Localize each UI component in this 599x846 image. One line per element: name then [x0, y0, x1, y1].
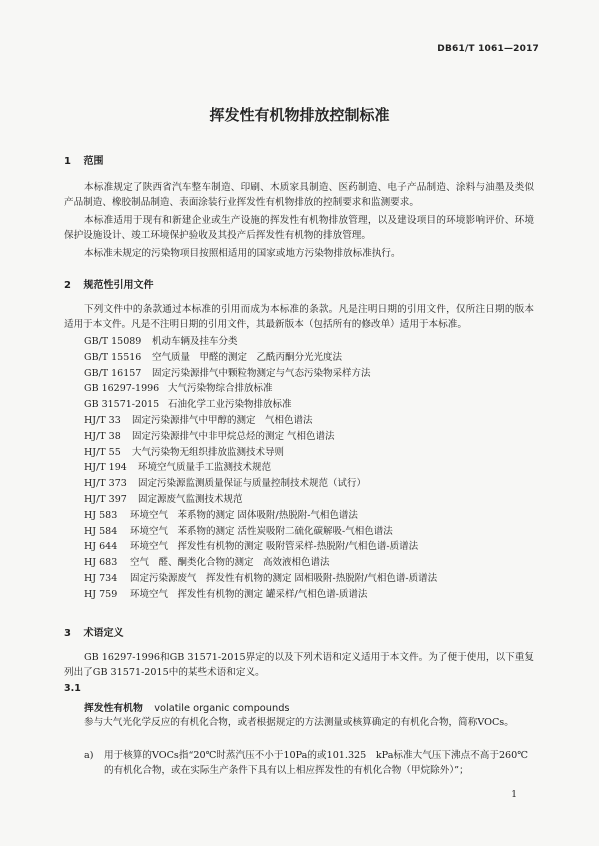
reference-title: 固定污染源排气中非甲烷总烃的测定 气相色谱法 — [132, 430, 335, 442]
reference-title: 环境空气 苯系物的测定 活性炭吸附二硫化碳解吸-气相色谱法 — [130, 525, 393, 537]
reference-item — [84, 492, 534, 508]
reference-code: HJ/T 373 — [84, 478, 127, 490]
document-title: 挥发性有机物排放控制标准 — [209, 106, 390, 124]
reference-item — [84, 571, 534, 587]
reference-code: GB 16297-1996 — [84, 383, 160, 395]
section-heading-normative-references — [64, 276, 153, 291]
reference-code: HJ/T 55 — [84, 446, 121, 458]
reference-title: 固定污染源监测质量保证与质量控制技术规范（试行） — [138, 478, 367, 490]
reference-title: 机动车辆及挂车分类 — [152, 336, 238, 347]
reference-item — [84, 587, 534, 603]
reference-code: GB 31571-2015 — [84, 399, 160, 411]
section-title: 规范性引用文件 — [83, 280, 154, 291]
reference-code: HJ/T 38 — [84, 430, 121, 442]
reference-code: HJ 683 — [84, 557, 118, 569]
reference-code: GB/T 16157 — [84, 367, 142, 379]
reference-title: 空气 醛、酮类化合物的测定 高效液相色谱法 — [130, 557, 330, 569]
reference-title: 空气质量 甲醛的测定 乙酰丙酮分光光度法 — [152, 351, 343, 363]
reference-item — [84, 397, 534, 413]
note-label: a) — [84, 750, 94, 761]
reference-title: 大气污染物综合排放标准 — [168, 383, 273, 395]
reference-code: HJ/T 194 — [84, 462, 127, 474]
term-entry — [84, 700, 290, 714]
note-text: 用于核算的VOCs指“20℃时蒸汽压不小于10Pa的或101.325 kPa标准大气压下沸点不高于260℃的有机化合物，或在实际生产条件下具有以上相应挥发性的有机化合物（甲烷除外）”； — [104, 750, 528, 776]
reference-title: 环境空气 挥发性有机物的测定 罐采样/气相色谱-质谱法 — [130, 588, 368, 600]
term-chinese: 挥发性有机物 — [84, 703, 143, 714]
reference-title: 固定污染源排气中甲醇的测定 气相色谱法 — [132, 414, 313, 426]
reference-item — [84, 350, 534, 366]
reference-title: 环境空气 苯系物的测定 固体吸附/热脱附-气相色谱法 — [130, 509, 358, 521]
reference-item — [84, 445, 534, 461]
section-heading-terms — [64, 624, 123, 639]
section-title: 范围 — [83, 156, 104, 167]
normative-intro: 下列文件中的条款通过本标准的引用而成为本标准的条款。凡是注明日期的引用文件，仅所注日期的版本适用于本文件。凡是不注明日期的引用文件，其最新版本（包括所有的修改单）适用于本标准。 — [64, 304, 534, 330]
reference-code: HJ 584 — [84, 525, 118, 537]
scope-paragraph: 本标准未规定的污染物项目按照相适用的国家或地方污染物排放标准执行。 — [84, 248, 401, 259]
reference-list — [84, 334, 534, 603]
reference-item — [84, 429, 534, 445]
scope-paragraph: 本标准适用于现有和新建企业或生产设施的挥发性有机物排放管理，以及建设项目的环境影响评价、环境保护设施设计、竣工环境保护验收及其投产后挥发性有机物的排放管理。 — [64, 215, 534, 241]
reference-item — [84, 508, 534, 524]
standard-code: DB61/T 1061—2017 — [437, 44, 539, 54]
reference-code: HJ/T 397 — [84, 493, 127, 505]
page-number: 1 — [511, 790, 517, 800]
clause-number: 3.1 — [64, 683, 81, 694]
scope-paragraph: 本标准规定了陕西省汽车整车制造、印刷、木质家具制造、医药制造、电子产品制造、涂料与油墨及类似产品制造、橡胶制品制造、表面涂装行业挥发性有机物排放的控制要求和监测要求。 — [64, 182, 534, 208]
reference-item — [84, 381, 534, 397]
reference-item — [84, 476, 534, 492]
reference-code: HJ/T 33 — [84, 414, 121, 426]
reference-title: 固定污染源废气 挥发性有机物的测定 固相吸附-热脱附/气相色谱-质谱法 — [130, 572, 438, 584]
section-number: 3 — [64, 628, 71, 639]
definition-note — [84, 748, 534, 778]
reference-code: HJ 759 — [84, 588, 118, 600]
reference-item — [84, 555, 534, 571]
reference-code: GB/T 15516 — [84, 351, 142, 363]
reference-code: HJ 583 — [84, 509, 118, 521]
reference-item — [84, 334, 534, 350]
reference-item — [84, 460, 534, 476]
term-definition: 参与大气光化学反应的有机化合物，或者根据规定的方法测量或核算确定的有机化合物，简称VOCs。 — [84, 717, 514, 728]
reference-item — [84, 413, 534, 429]
section-heading-scope — [64, 152, 103, 167]
reference-code: HJ 644 — [84, 541, 118, 553]
reference-item — [84, 539, 534, 555]
reference-title: 环境空气 挥发性有机物的测定 吸附管采样-热脱附/气相色谱-质谱法 — [130, 541, 419, 553]
reference-code: GB/T 15089 — [84, 336, 142, 347]
terms-intro: GB 16297-1996和GB 31571-2015界定的以及下列术语和定义适用于本文件。为了便于使用，以下重复列出了GB 31571-2015中的某些术语和定义。 — [64, 652, 534, 678]
term-english: volatile organic compounds — [154, 703, 290, 714]
reference-title: 固定源废气监测技术规范 — [138, 493, 243, 505]
section-number: 1 — [64, 156, 71, 167]
reference-title: 环境空气质量手工监测技术规范 — [138, 462, 272, 474]
section-number: 2 — [64, 280, 71, 291]
reference-code: HJ 734 — [84, 572, 118, 584]
reference-title: 大气污染物无组织排放监测技术导则 — [132, 446, 285, 458]
reference-title: 石油化学工业污染物排放标准 — [168, 399, 292, 411]
reference-item — [84, 524, 534, 540]
section-title: 术语定义 — [83, 628, 124, 639]
reference-title: 固定污染源排气中颗粒物测定与气态污染物采样方法 — [152, 367, 371, 379]
reference-item — [84, 366, 534, 382]
